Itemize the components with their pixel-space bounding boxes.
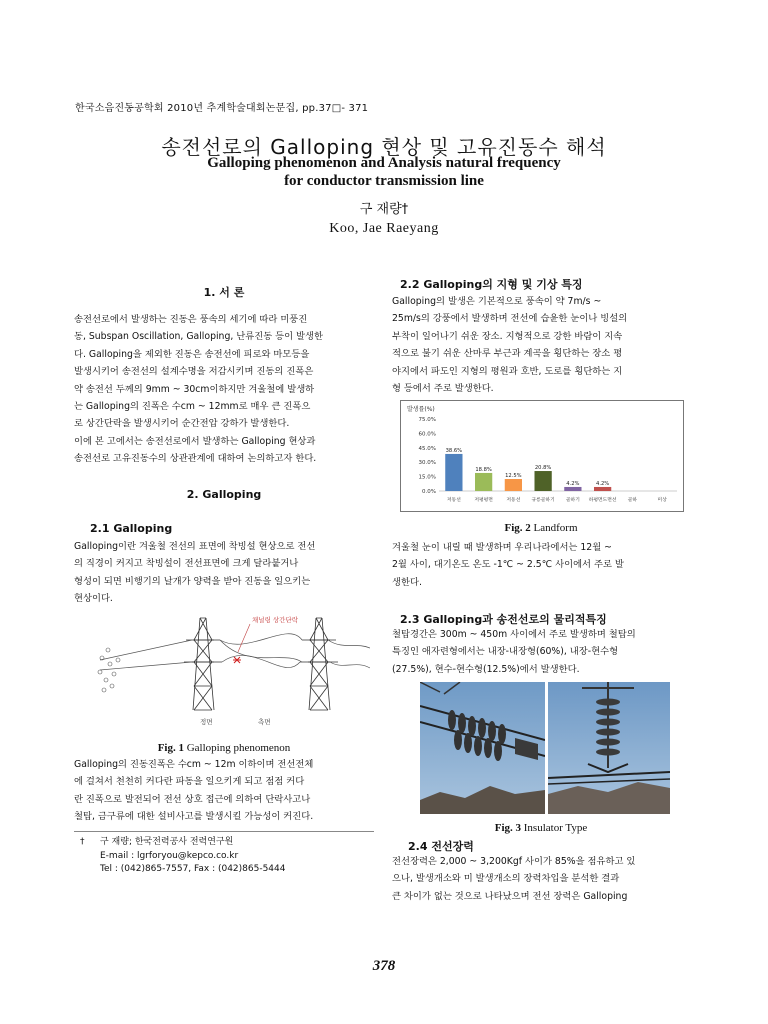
footnote-email: E-mail : lgrforyou@kepco.co.kr: [100, 850, 239, 861]
figure-2-caption: [400, 522, 682, 534]
footnote-affiliation: 구 재량; 한국전력공사 전력연구원: [100, 837, 234, 847]
section-2-1-body-2: [74, 756, 374, 826]
footnote-dagger: †: [80, 837, 85, 847]
text-line: 특징인 애자련형에서는 내장-내장형(60%), 내장-현수형: [392, 646, 619, 658]
section-2-4-body: [392, 853, 697, 905]
text-line: 전선장력은 2,000 ~ 3,200Kgf 사이가 85%을 점유하고 있: [392, 856, 636, 867]
data-label: 18.8%: [475, 466, 492, 473]
x-tick-label: 규릉골하기: [531, 498, 555, 503]
section-1-body: [74, 311, 374, 468]
galloping-illustration: [88, 610, 370, 736]
text-line: 25m/s의 강풍에서 발생하며 전선에 습윤한 눈이나 빙설의: [392, 313, 628, 325]
text-line: 에 걸쳐서 천천히 커다란 파동을 일으키게 되고 점점 커다: [74, 776, 305, 788]
bar: [475, 473, 492, 491]
text-line: 현상이다.: [74, 593, 113, 605]
y-tick-label: 30.0%: [418, 460, 436, 467]
data-label: 4.2%: [566, 480, 580, 487]
bar: [534, 471, 551, 491]
text-line: 송전선로 고유진동수의 상관관계에 대하여 논의하고자 한다.: [74, 453, 317, 465]
paper-title-english-line1: Galloping phenomenon and Analysis natural frequency: [207, 155, 561, 171]
text-line: 다. Galloping을 제외한 진동은 송전선에 피로와 마모등을: [74, 348, 310, 360]
section-2-2-body-2: [392, 539, 697, 591]
section-2-1-heading: 2.1 Galloping: [90, 522, 173, 535]
text-line: 송전선로에서 발생하는 진동은 풍속의 세기에 따라 미풍진: [74, 314, 308, 325]
figure-1-text: Galloping phenomenon: [186, 742, 291, 754]
text-line: (27.5%), 현수-현수형(12.5%)에서 발생한다.: [392, 663, 580, 675]
section-2-2-heading: 2.2 Galloping의 지형 및 기상 특징: [400, 278, 583, 291]
figure-3-caption: [400, 822, 682, 834]
text-line: 큰 차이가 없는 것으로 나타났으며 전선 장력은 Galloping: [392, 890, 628, 902]
figure-1-caption: [74, 742, 374, 754]
text-line: 는 Galloping의 진폭은 수cm ~ 12mm로 매우 큰 진폭으: [74, 401, 311, 413]
chart-ylabel: 발생률(%): [407, 406, 435, 413]
side-view-label: 측면: [258, 718, 271, 726]
tower-left: [184, 618, 222, 710]
bar: [564, 487, 581, 491]
text-line: 약 송전선 두께의 9mm ~ 30cm이하지만 겨울철에 발생하: [74, 383, 315, 395]
text-line: Galloping의 진동진폭은 수cm ~ 12m 이하이며 전선전체: [74, 759, 314, 770]
section-2-heading: 2. Galloping: [186, 488, 262, 501]
y-tick-label: 15.0%: [418, 474, 436, 481]
figure-3-text: Insulator Type: [523, 822, 588, 834]
section-2-4-heading: 2.4 전선장력: [408, 840, 474, 853]
y-tick-label: 0.0%: [422, 489, 436, 495]
text-line: 2월 사이, 대기온도 온도 -1℃ ~ 2.5℃ 사이에서 주로 발: [392, 559, 624, 571]
proceedings-header: 한국소음진동공학회 2010년 추계학술대회논문집, pp.37□- 371: [75, 103, 369, 114]
insulator-photo-tension: [420, 682, 545, 814]
data-label: 12.5%: [505, 473, 522, 479]
figure-3-number: Fig. 3: [494, 822, 522, 834]
text-line: 형성이 되면 비행기의 날개가 양력을 받아 진동을 일으키는: [74, 575, 311, 587]
callout-line: [238, 624, 250, 652]
conductor-lines: [100, 634, 370, 670]
y-tick-label: 60.0%: [418, 431, 436, 438]
author-english: Koo, Jae Raeyang: [329, 221, 439, 236]
landform-bar-chart: [400, 400, 684, 512]
data-label: 20.8%: [534, 465, 552, 472]
figure-2-number: Fig. 2: [504, 522, 531, 534]
data-label: 38.6%: [445, 447, 463, 454]
footnote-phone: Tel : (042)865-7557, Fax : (042)865-5444: [100, 864, 286, 874]
author-korean: 구 재량†: [359, 202, 409, 217]
text-line: 철탑, 금구류에 대한 설비사고를 발생시킬 가능성이 커진다.: [74, 811, 314, 823]
data-label: 4.2%: [596, 480, 610, 487]
text-line: 형 등에서 주로 발생한다.: [392, 383, 494, 395]
text-line: 겨울철 눈이 내릴 때 발생하며 우리나라에서는 12월 ~: [392, 542, 612, 553]
page-number: 378: [372, 958, 396, 974]
bar: [594, 487, 611, 491]
short-circuit-mark: [233, 657, 241, 663]
section-1-heading: 1. 서 론: [203, 286, 245, 299]
y-tick-label: 75.0%: [418, 417, 436, 423]
insulator-photo-suspension: [548, 682, 670, 814]
section-2-3-heading: 2.3 Galloping과 송전선로의 물리적특징: [400, 613, 607, 626]
tower-right: [300, 618, 338, 710]
section-2-2-body: [392, 293, 697, 397]
bar: [445, 454, 462, 491]
x-tick-label: 저동선: [506, 498, 521, 503]
text-line: 적으로 불기 쉬운 산마루 부근과 계곡을 횡단하는 장소 평: [392, 348, 623, 360]
text-line: 발생시키어 송전선의 설계수명을 저감시키며 진동의 진폭은: [74, 366, 314, 378]
figure-2-text: Landform: [533, 522, 578, 534]
text-line: 로 상간단락을 발생시키어 순간전압 강하가 발생한다.: [74, 418, 290, 430]
paper-title-korean: 송전선로의 Galloping 현상 및 고유진동수 해석: [161, 135, 607, 159]
front-view-label: 정면: [200, 718, 213, 726]
bar: [505, 479, 522, 491]
text-line: Galloping이란 겨울철 전선의 표면에 착빙설 현상으로 전선: [74, 541, 316, 552]
text-line: 철탑경간은 300m ~ 450m 사이에서 주로 발생하며 철탑의: [392, 629, 636, 640]
text-line: 동, Subspan Oscillation, Galloping, 난류진동 등이 발생한: [74, 331, 323, 343]
footnote: [100, 836, 370, 877]
short-circuit-label: 채널링 상간단락: [252, 616, 299, 624]
x-tick-label: 미상: [657, 498, 667, 503]
section-2-1-body: [74, 538, 374, 608]
footnote-divider: [74, 831, 374, 832]
y-tick-label: 45.0%: [418, 445, 436, 452]
x-tick-label: 저평평면: [474, 498, 493, 503]
text-line: 의 직경이 커지고 착빙설이 전선표면에 크게 달라붙거나: [74, 558, 299, 570]
x-tick-label: 하평면도면선: [588, 498, 617, 503]
text-line: 야지에서 파도인 지형의 평원과 호반, 도로를 횡단하는 지: [392, 365, 623, 377]
text-line: 란 진폭으로 발전되어 전선 상호 접근에 의하여 단락사고나: [74, 793, 311, 805]
text-line: Galloping의 발생은 기본적으로 풍속이 약 7m/s ~: [392, 296, 602, 307]
figure-1-number: Fig. 1: [157, 742, 184, 754]
x-tick-label: 골하기: [565, 498, 580, 503]
text-line: 생한다.: [392, 576, 422, 588]
text-line: 부착이 일어나기 쉬운 장소. 지형적으로 강한 바람이 지속: [392, 330, 623, 342]
text-line: 으나, 발생개소와 미 발생개소의 장력차입을 분석한 결과: [392, 873, 620, 885]
section-2-3-body: [392, 626, 697, 678]
text-line: 이에 본 고에서는 송전선로에서 발생하는 Galloping 현상과: [74, 435, 316, 447]
x-tick-label: 저동선: [446, 498, 461, 503]
paper-title-english-line2: for conductor transmission line: [284, 173, 484, 189]
x-tick-label: 골하: [627, 498, 638, 503]
